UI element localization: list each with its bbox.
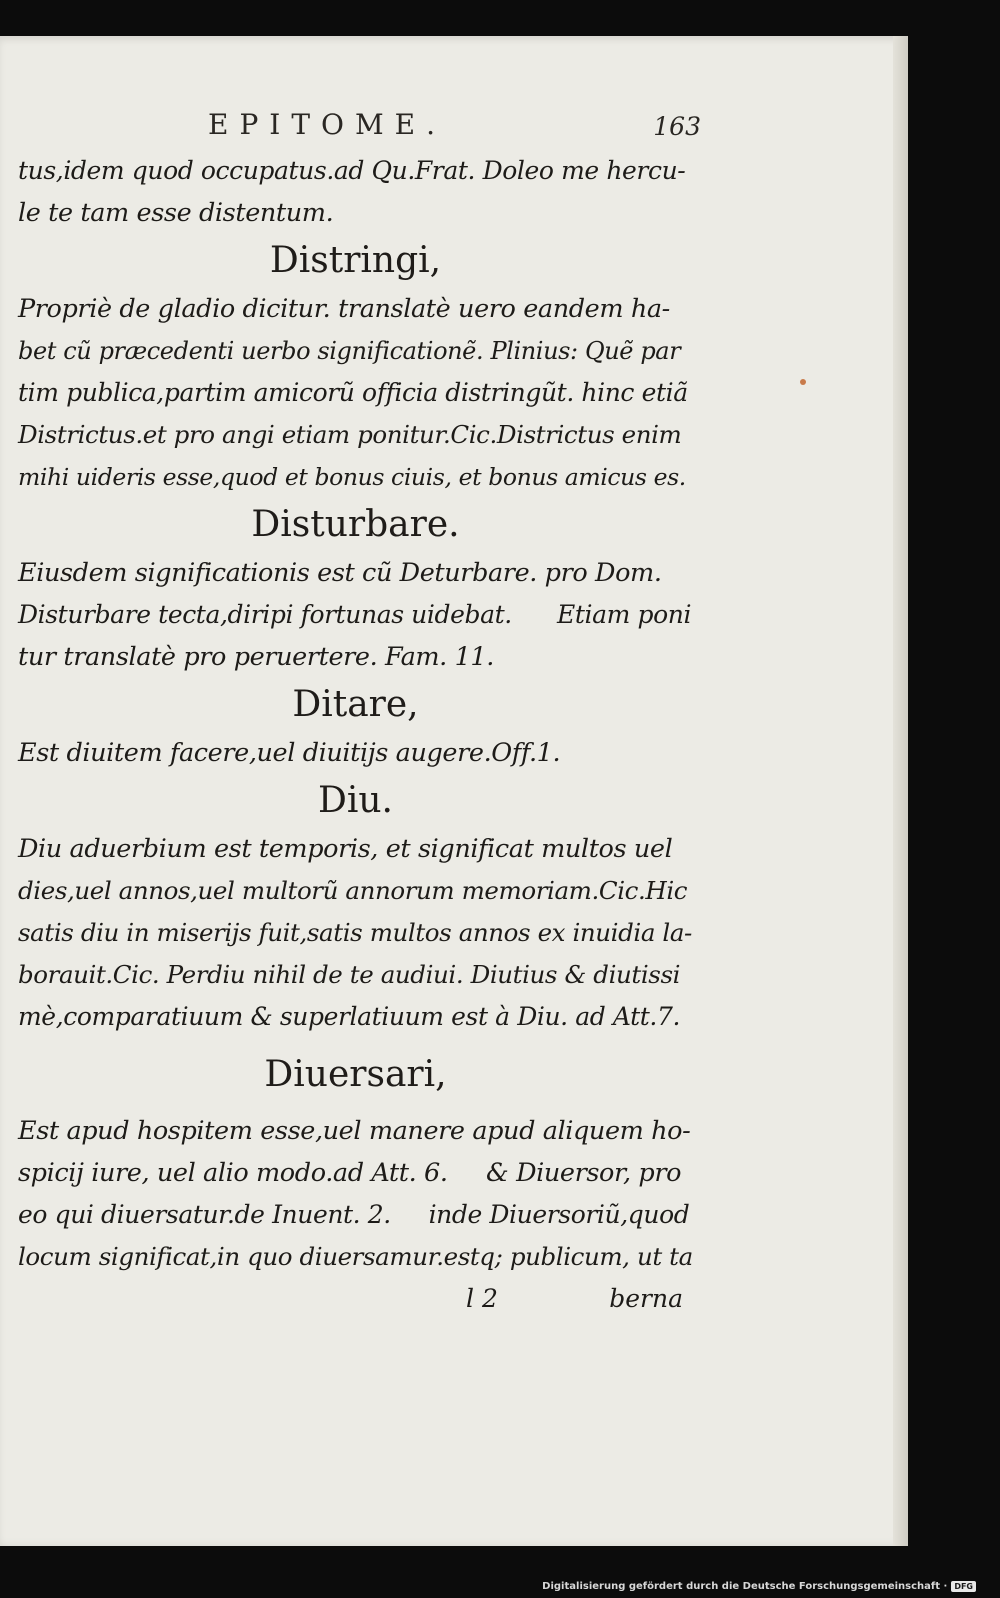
text-line: Diu aduerbium est temporis, et significat multos uel [18,834,673,864]
signature-mark: l 2 [466,1284,498,1313]
entry-heading: Ditare, [292,684,419,725]
text-line: Est apud hospitem esse,uel manere apud aliquem ho- [18,1116,691,1146]
text-line: Propriè de gladio dicitur. translatè uero eandem ha- [18,294,670,324]
text-line: mè,comparatiuum & superlatiuum est à Diu. ad Att.7. [18,1002,681,1031]
text-line: tus,idem quod occupatus.ad Qu.Frat. Doleo me hercu- [18,156,686,185]
catch-line [18,1278,693,1320]
catchword: berna [609,1284,683,1313]
page-content [18,108,701,1320]
entries [18,150,693,1278]
text-line: locum significat,in quo diuersamur.estq; publicum, ut ta [18,1242,693,1271]
running-head-title: EPITOME. [208,108,446,141]
text-line: satis diu in miserijs fuit,satis multos annos ex inuidia la- [18,918,692,947]
running-head [18,108,701,150]
text-line: Est diuitem facere,uel diuitijs augere.Off.1. [18,738,561,768]
page-number: 163 [653,112,701,141]
text-line: Disturbare tecta,diripi fortunas uidebat. Etiam poni [18,600,692,629]
text-line: mihi uideris esse,quod et bonus ciuis, et bonus amicus es. [18,463,686,491]
entry-heading: Distringi, [269,240,442,281]
text-line: le te tam esse distentum. [18,198,334,228]
dfg-logo: DFG [951,1581,976,1592]
text-line: tim publica,partim amicorũ officia distringũt. hinc etiã [18,378,688,407]
ink-spot [800,379,806,385]
text-line: borauit.Cic. Perdiu nihil de te audiui. Diutius & diutissi [18,960,681,989]
text-line: Eiusdem significationis est cũ Deturbare. pro Dom. [18,558,662,588]
credit-text: Digitalisierung gefördert durch die Deutsche Forschungsgemeinschaft · [542,1581,948,1592]
text-line: spicij iure, uel alio modo.ad Att. 6. & Diuersor, pro [18,1158,682,1188]
text-line: dies,uel annos,uel multorũ annorum memoriam.Cic.Hic [18,876,688,905]
text-line: eo qui diuersatur.de Inuent. 2. inde Diuersoriũ,quod [18,1200,690,1229]
text-line: tur translatè pro peruertere. Fam. 11. [18,642,494,672]
entry-heading: Diuersari, [264,1054,447,1095]
text-line: Districtus.et pro angi etiam ponitur.Cic.Districtus enim [18,420,682,449]
page-edge [893,36,908,1546]
entry-heading: Disturbare. [251,504,460,545]
text-line: bet cũ præcedenti uerbo significationẽ. Plinius: Quẽ par [18,337,681,365]
digitization-credit [542,1581,976,1592]
entry-heading: Diu. [317,780,393,821]
